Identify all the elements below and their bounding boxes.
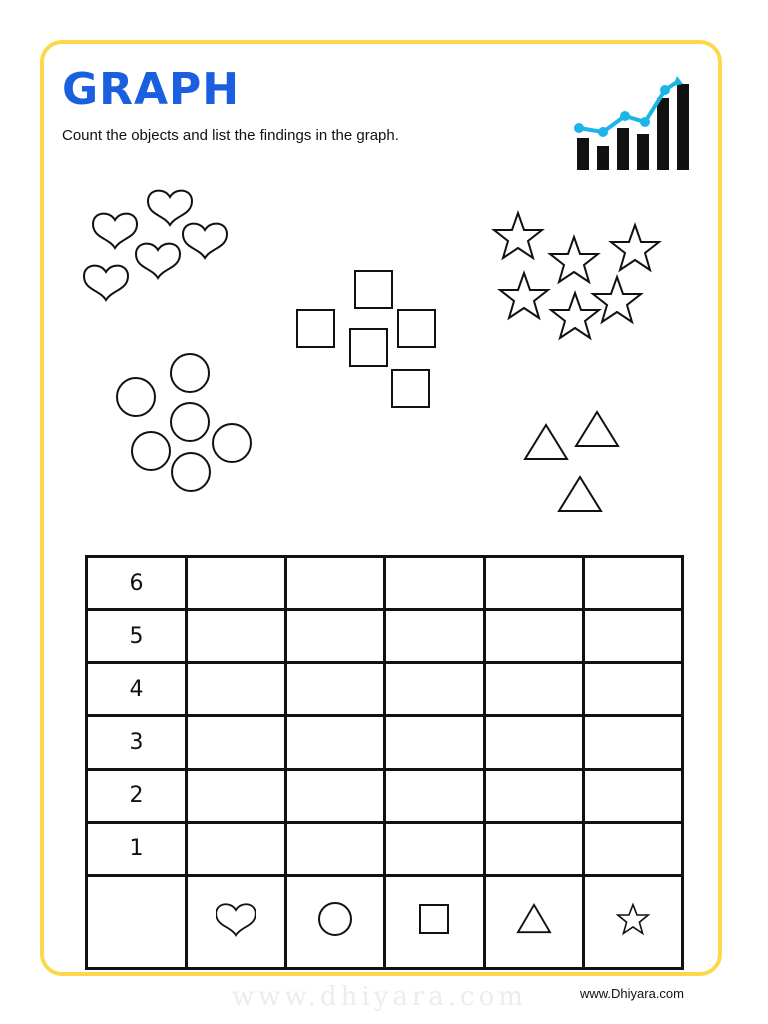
graph-cell[interactable] (484, 610, 583, 663)
graph-cell[interactable] (286, 557, 385, 610)
column-triangle (484, 875, 583, 968)
column-heart (187, 875, 286, 968)
star-icon (494, 213, 542, 258)
heart-icon (93, 214, 137, 248)
heart-icon (136, 244, 180, 278)
row-label: 6 (87, 557, 187, 610)
triangle-icon (515, 903, 553, 935)
square-icon (398, 310, 435, 347)
graph-cell[interactable] (286, 822, 385, 875)
triangles-group (525, 412, 618, 511)
graph-cell[interactable] (385, 822, 484, 875)
graph-cell[interactable] (484, 557, 583, 610)
graph-cell[interactable] (583, 610, 682, 663)
graph-cell[interactable] (583, 822, 682, 875)
circle-icon (316, 900, 354, 938)
graph-cell[interactable] (583, 716, 682, 769)
graph-row (87, 557, 683, 610)
row-label: 2 (87, 769, 187, 822)
graph-cell[interactable] (286, 663, 385, 716)
graph-cell[interactable] (385, 716, 484, 769)
star-icon (550, 237, 598, 282)
heart-icon (216, 901, 256, 937)
square-icon (392, 370, 429, 407)
heart-icon (84, 266, 128, 300)
square-icon (355, 271, 392, 308)
graph-cell[interactable] (286, 610, 385, 663)
graph-row (87, 610, 683, 663)
row-label: 1 (87, 822, 187, 875)
circle-icon (171, 354, 209, 392)
graph-cell[interactable] (385, 557, 484, 610)
circles-group (117, 354, 251, 491)
star-icon (613, 899, 653, 939)
graph-cell[interactable] (286, 769, 385, 822)
row-label: 3 (87, 716, 187, 769)
graph-cell[interactable] (484, 663, 583, 716)
graph-cell[interactable] (583, 557, 682, 610)
graph-cell[interactable] (484, 716, 583, 769)
graph-cell[interactable] (187, 557, 286, 610)
graph-row (87, 822, 683, 875)
triangle-icon (559, 477, 601, 511)
footer-url: www.Dhiyara.com (579, 986, 684, 1001)
column-star (583, 875, 682, 968)
page-title: GRAPH (62, 64, 241, 115)
empty-corner-cell (87, 875, 187, 968)
square-icon (297, 310, 334, 347)
graph-cell[interactable] (187, 822, 286, 875)
graph-cell[interactable] (187, 716, 286, 769)
graph-table (85, 555, 684, 970)
circle-icon (132, 432, 170, 470)
star-icon (500, 273, 548, 318)
column-square (385, 875, 484, 968)
star-icon (551, 293, 599, 338)
graph-cell[interactable] (187, 769, 286, 822)
graph-cell[interactable] (583, 663, 682, 716)
instruction-text: Count the objects and list the findings in the graph. (62, 127, 399, 144)
heart-icon (183, 224, 227, 258)
graph-row (87, 663, 683, 716)
squares-group (297, 271, 435, 407)
circle-icon (171, 403, 209, 441)
heart-icon (148, 191, 192, 225)
row-label: 5 (87, 610, 187, 663)
graph-cell[interactable] (286, 716, 385, 769)
square-icon (418, 903, 450, 935)
graph-cell[interactable] (583, 769, 682, 822)
graph-cell[interactable] (385, 769, 484, 822)
graph-row (87, 716, 683, 769)
circle-icon (117, 378, 155, 416)
star-icon (593, 277, 641, 322)
graph-cell[interactable] (385, 610, 484, 663)
graph-row (87, 769, 683, 822)
triangle-icon (525, 425, 567, 459)
graph-cell[interactable] (187, 663, 286, 716)
hearts-group (84, 191, 227, 300)
graph-footer-row (87, 875, 683, 968)
graph-cell[interactable] (385, 663, 484, 716)
square-icon (350, 329, 387, 366)
circle-icon (213, 424, 251, 462)
star-icon (611, 225, 659, 270)
circle-icon (172, 453, 210, 491)
graph-cell[interactable] (484, 769, 583, 822)
stars-group (494, 213, 659, 338)
row-label: 4 (87, 663, 187, 716)
graph-cell[interactable] (187, 610, 286, 663)
triangle-icon (576, 412, 618, 446)
watermark-text: www.dhiyara.com (232, 982, 527, 1012)
graph-cell[interactable] (484, 822, 583, 875)
column-circle (286, 875, 385, 968)
